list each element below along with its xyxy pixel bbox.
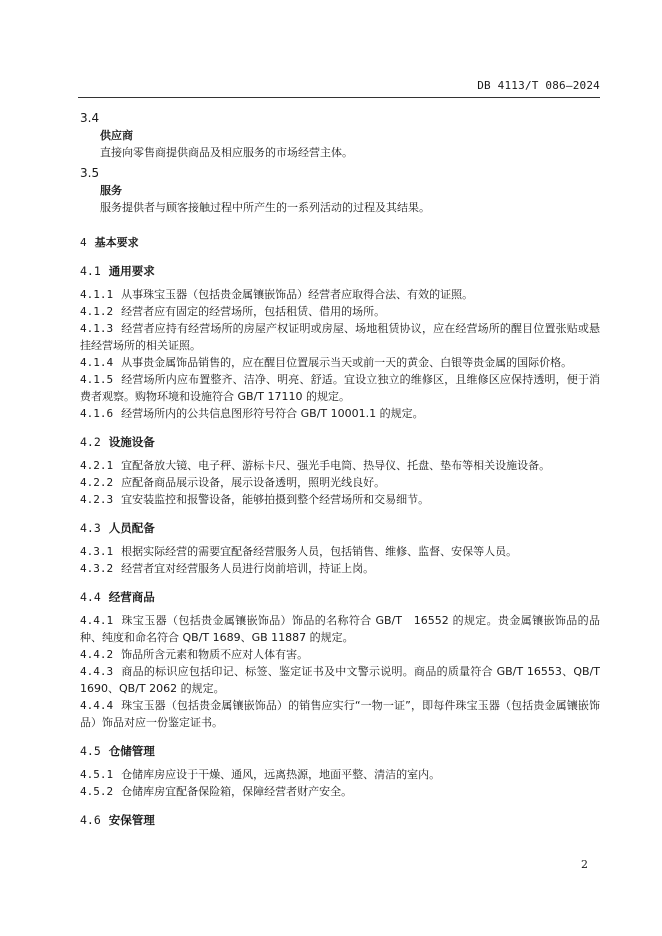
clause-text: 从事贵金属饰品销售的，应在醒目位置展示当天或前一天的黄金、白银等贵金属的国际价格。: [121, 356, 573, 369]
clause-number: 4.1.3: [80, 322, 114, 335]
clause-number: 4.4.2: [80, 648, 114, 661]
clause-text: 珠宝玉器（包括贵金属镶嵌饰品）饰品的名称符合 GB/T 16552 的规定。贵金属镶嵌饰品的品种、纯度和命名符合 QB/T 1689、GB 11887 的规定。: [80, 614, 600, 644]
clause: [80, 783, 600, 800]
clause-number: 4.4.1: [80, 614, 114, 627]
section-number: 4.4: [80, 590, 101, 604]
clause: [80, 766, 600, 783]
clause-text: 经营者应有固定的经营场所，包括租赁、借用的场所。: [121, 305, 386, 318]
clause-text: 经营场所内的公共信息图形符号符合 GB/T 10001.1 的规定。: [121, 407, 424, 420]
section-title: 安保管理: [108, 813, 155, 827]
clause-text: 应配备商品展示设备，展示设备透明，照明光线良好。: [121, 476, 386, 489]
clause-text: 宜配备放大镜、电子秤、游标卡尺、强光手电筒、热导仪、托盘、垫布等相关设施设备。: [121, 459, 551, 472]
clause-text: 经营者应持有经营场所的房屋产权证明或房屋、场地租赁协议，应在经营场所的醒目位置张贴或悬挂经营场所的相关证照。: [80, 322, 600, 352]
term-title: 供应商: [100, 129, 133, 142]
sections-list: [80, 263, 600, 829]
clause-number: 4.1.2: [80, 305, 114, 318]
clause-number: 4.2.2: [80, 476, 114, 489]
chapter-number: 4: [80, 236, 87, 249]
clause: [80, 474, 600, 491]
clause-number: 4.2.3: [80, 493, 114, 506]
clause-number: 4.5.1: [80, 768, 114, 781]
section-title: 仓储管理: [108, 744, 155, 758]
clause: [80, 405, 600, 422]
section-title: 经营商品: [108, 590, 155, 604]
clause: [80, 371, 600, 405]
section-heading: [80, 589, 600, 606]
section-heading: [80, 263, 600, 280]
term-number: 3.4: [80, 111, 100, 125]
clause-number: 4.5.2: [80, 785, 114, 798]
clause: [80, 663, 600, 697]
clause-text: 仓储库房宜配备保险箱，保障经营者财产安全。: [121, 785, 353, 798]
clause-number: 4.4.3: [80, 665, 114, 678]
chapter-title: 基本要求: [94, 236, 139, 249]
section-title: 人员配备: [108, 521, 155, 535]
clause-text: 饰品所含元素和物质不应对人体有害。: [121, 648, 309, 661]
section-number: 4.1: [80, 264, 101, 278]
chapter-heading: [80, 234, 600, 251]
page-number: 2: [581, 858, 588, 871]
clause-text: 商品的标识应包括印记、标签、鉴定证书及中文警示说明。商品的质量符合 GB/T 16553、QB/T 1690、QB/T 2062 的规定。: [80, 665, 600, 695]
section-number: 4.6: [80, 813, 101, 827]
terms-list: [80, 110, 600, 216]
clause-number: 4.3.1: [80, 545, 114, 558]
term-definition: 直接向零售商提供商品及相应服务的市场经营主体。: [100, 146, 353, 159]
section-heading: [80, 743, 600, 760]
clause: [80, 612, 600, 646]
clause: [80, 560, 600, 577]
clause-text: 经营者宜对经营服务人员进行岗前培训，持证上岗。: [121, 562, 375, 575]
section-title: 通用要求: [108, 264, 155, 278]
clause-text: 珠宝玉器（包括贵金属镶嵌饰品）的销售应实行“一物一证”，即每件珠宝玉器（包括贵金属镶嵌饰品）饰品对应一份鉴定证书。: [80, 699, 600, 729]
section-heading: [80, 520, 600, 537]
clause-text: 经营场所内应布置整齐、洁净、明亮、舒适。宜设立独立的维修区，且维修区应保持透明，便于消费者观察。购物环境和设施符合 GB/T 17110 的规定。: [80, 373, 600, 403]
clause: [80, 646, 600, 663]
clause-number: 4.4.4: [80, 699, 114, 712]
term-definition: 服务提供者与顾客接触过程中所产生的一系列活动的过程及其结果。: [100, 201, 430, 214]
clause: [80, 457, 600, 474]
clause-number: 4.2.1: [80, 459, 114, 472]
document-code: DB 4113/T 086—2024: [477, 79, 600, 92]
clause-text: 仓储库房应设于干燥、通风，远离热源，地面平整、清洁的室内。: [121, 768, 441, 781]
clause: [80, 491, 600, 508]
section-number: 4.3: [80, 521, 101, 535]
section-heading: [80, 812, 600, 829]
term-title: 服务: [100, 184, 122, 197]
clause-text: 从事珠宝玉器（包括贵金属镶嵌饰品）经营者应取得合法、有效的证照。: [121, 288, 474, 301]
section-number: 4.2: [80, 435, 101, 449]
clause-number: 4.1.5: [80, 373, 114, 386]
section-number: 4.5: [80, 744, 101, 758]
clause-text: 根据实际经营的需要宜配备经营服务人员，包括销售、维修、监督、安保等人员。: [121, 545, 518, 558]
section-title: 设施设备: [108, 435, 155, 449]
clause: [80, 303, 600, 320]
clause: [80, 697, 600, 731]
header-rule: [78, 97, 600, 98]
clause: [80, 320, 600, 354]
clause: [80, 543, 600, 560]
clause-number: 4.1.4: [80, 356, 114, 369]
document-body: [80, 106, 600, 835]
clause-number: 4.1.6: [80, 407, 114, 420]
clause-number: 4.1.1: [80, 288, 114, 301]
clause: [80, 286, 600, 303]
clause-number: 4.3.2: [80, 562, 114, 575]
section-heading: [80, 434, 600, 451]
term-number: 3.5: [80, 166, 100, 180]
clause-text: 宜安装监控和报警设备，能够拍摄到整个经营场所和交易细节。: [121, 493, 430, 506]
clause: [80, 354, 600, 371]
